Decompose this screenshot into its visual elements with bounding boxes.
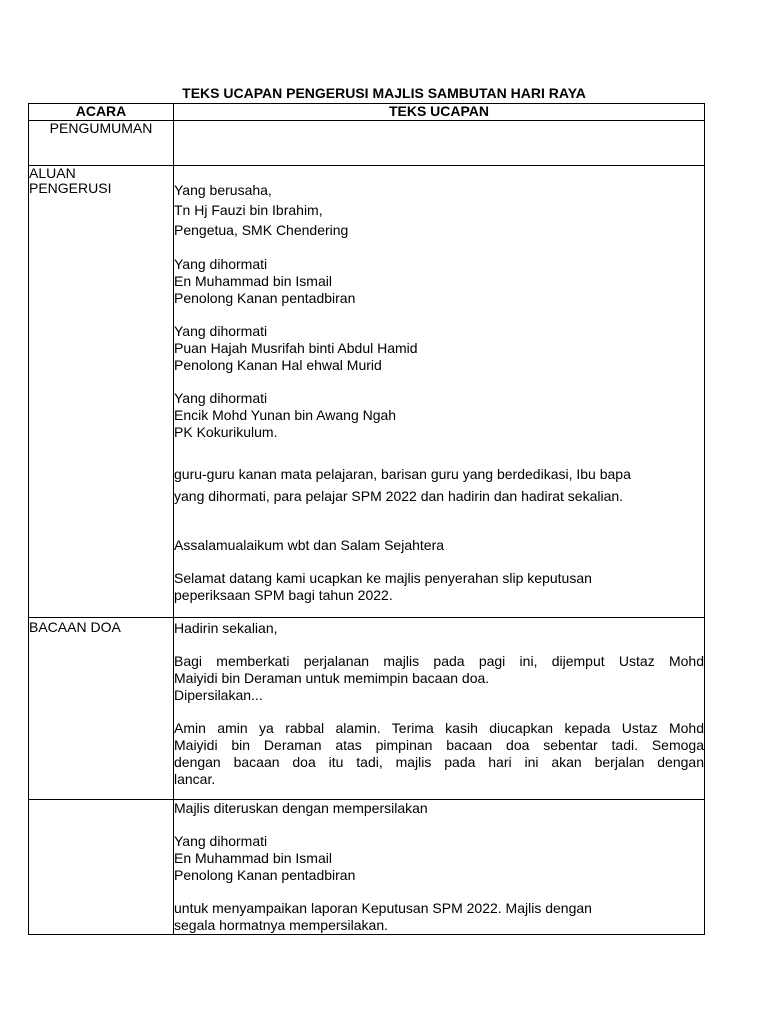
text-block [174, 653, 704, 704]
text-line: Penolong Kanan pentadbiran [174, 867, 356, 883]
text-block [174, 900, 704, 934]
text-line: lancar. [174, 771, 216, 787]
teks-cell [174, 800, 705, 935]
table-row-pengumuman [29, 121, 705, 166]
text-line: Selamat datang kami ucapkan ke majlis penyerahan slip keputusan [174, 570, 592, 586]
header-teks-ucapan: TEKS UCAPAN [174, 104, 705, 121]
acara-label: PENGUMUMAN [49, 120, 153, 136]
text-line: guru-guru kanan mata pelajaran, barisan guru yang berdedikasi, Ibu bapa [174, 466, 631, 482]
speech-table [28, 103, 705, 935]
text-line: segala hormatnya mempersilakan. [174, 917, 388, 933]
text-line: Yang berusaha, [174, 182, 272, 198]
text-line: En Muhammad bin Ismail [174, 850, 332, 866]
text-line: untuk menyampaikan laporan Keputusan SPM 2022. Majlis dengan [174, 900, 592, 916]
header-acara: ACARA [29, 104, 174, 121]
text-line: Yang dihormati [174, 833, 268, 849]
table-row-laporan [29, 800, 705, 935]
acara-cell [29, 166, 174, 618]
acara-cell [29, 800, 174, 935]
teks-cell [174, 166, 705, 618]
text-line: Hadirin sekalian, [174, 620, 278, 636]
text-line: peperiksaan SPM bagi tahun 2022. [174, 587, 393, 603]
teks-cell [174, 618, 705, 800]
text-block [174, 570, 704, 604]
text-line: Penolong Kanan Hal ehwal Murid [174, 357, 382, 373]
text-line: Bagi memberkati perjalanan majlis pada pagi ini, dijemput Ustaz Mohd [174, 653, 704, 669]
teks-cell [174, 121, 705, 166]
text-line: Puan Hajah Musrifah binti Abdul Hamid [174, 340, 418, 356]
document-title: TEKS UCAPAN PENGERUSI MAJLIS SAMBUTAN HARI RAYA [182, 85, 586, 101]
acara-cell [29, 618, 174, 800]
text-line: Assalamualaikum wbt dan Salam Sejahtera [174, 537, 445, 553]
table-row-bacaan-doa [29, 618, 705, 800]
text-block [174, 800, 704, 817]
acara-label: BACAAN DOA [29, 619, 121, 635]
text-line: Amin amin ya rabbal alamin. Terima kasih diucapkan kepada Ustaz Mohd [174, 720, 704, 736]
text-line: Yang dihormati [174, 256, 268, 272]
text-block [174, 323, 704, 374]
text-block [174, 180, 704, 240]
text-line: Yang dihormati [174, 323, 268, 339]
text-line: PK Kokurikulum. [174, 424, 278, 440]
text-line: Dipersilakan... [174, 687, 263, 703]
text-line: yang dihormati, para pelajar SPM 2022 dan hadirin dan hadirat sekalian. [174, 488, 624, 504]
table-row-aluan-pengerusi [29, 166, 705, 618]
text-block [174, 256, 704, 307]
text-line: Maiyidi bin Deraman untuk memimpin bacaan doa. [174, 670, 490, 686]
text-line: Penolong Kanan pentadbiran [174, 290, 356, 306]
text-line: Encik Mohd Yunan bin Awang Ngah [174, 407, 397, 423]
text-block [174, 390, 704, 441]
acara-label: ALUAN [29, 165, 76, 181]
text-block [174, 833, 704, 884]
table-header-row [29, 104, 705, 121]
acara-cell [29, 121, 174, 166]
text-line: Pengetua, SMK Chendering [174, 222, 349, 238]
text-block [174, 463, 704, 507]
text-line: En Muhammad bin Ismail [174, 273, 332, 289]
text-line: Maiyidi bin Deraman atas pimpinan bacaan doa sebentar tadi. Semoga [174, 737, 704, 753]
text-block [174, 537, 704, 554]
text-line: Yang dihormati [174, 390, 268, 406]
text-line: Majlis diteruskan dengan mempersilakan [174, 800, 428, 816]
text-block [174, 620, 704, 637]
text-line: dengan bacaan doa itu tadi, majlis pada hari ini akan berjalan dengan [174, 754, 704, 770]
text-line: Tn Hj Fauzi bin Ibrahim, [174, 202, 323, 218]
text-block [174, 720, 704, 788]
acara-label: PENGERUSI [29, 180, 112, 196]
